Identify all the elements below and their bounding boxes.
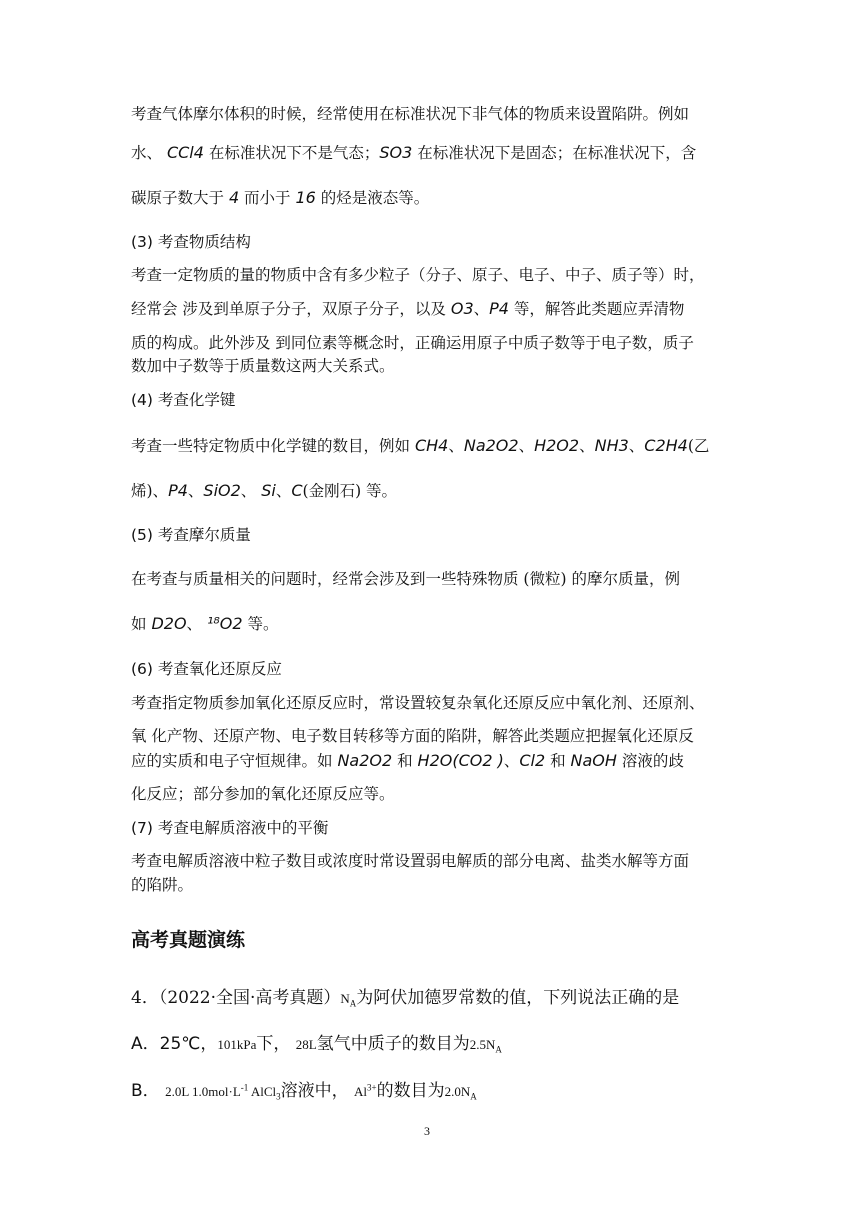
text-segment: 考查一定物质的量的物质中含有多少粒子（分子、原子、电子、中子、质子等）时， [131,266,705,284]
chemical-formula: P4 [168,481,188,500]
text-segment: 、 [448,437,464,455]
text-segment: 考查氧化还原反应 [152,660,282,678]
text-line [131,265,705,285]
text-segment: 考查气体摩尔体积的时候，经常使用在标准状况下非气体的物质来设置陷阱。例如 [131,105,690,123]
text-segment: (4) [131,391,153,409]
text-segment: 如 [131,615,152,633]
chemical-formula: Si [261,481,276,500]
option-a: A．25℃，101kPa下， 28L氢气中质子的数目为$2.5N_A$ [131,1034,502,1055]
text-segment: 的陷阱。 [131,876,194,894]
text-line [131,299,684,319]
text-segment: 溶液的歧 [616,752,684,770]
text-line [131,390,235,410]
chemical-formula: NaOH [570,751,617,770]
text-segment: 考查一些特定物质中化学键的数目，例如 [131,437,415,455]
chemical-formula: O3 [450,299,474,318]
text-segment: (3) [131,233,153,251]
text-segment: 等。 [242,615,279,633]
chemical-formula: C [291,481,303,500]
chemical-formula: 4 [228,188,240,207]
chemical-formula: P4 [489,299,509,318]
text-line [131,143,696,163]
text-line [131,188,429,208]
text-segment: 质的构成。此外涉及 到同位素等概念时，正确运用原子中质子数等于电子数，质子 [131,334,694,352]
chemical-formula: C2H4 [644,436,688,455]
text-segment: 考查物质结构 [152,233,251,251]
text-line [131,693,705,713]
question-number: 4． [131,988,159,1008]
text-line [131,614,279,634]
text-segment: (6) [131,660,153,678]
text-segment: 、 [187,482,204,500]
na-symbol: $N_A$ [340,991,357,1009]
question-text: 为阿伏加德罗常数的值，下列说法正确的是 [356,988,680,1008]
question-stem [131,987,679,1010]
text-segment: 烯)、 [131,482,169,500]
chemical-formula: H2O2 [534,436,580,455]
text-line [131,726,694,746]
section-heading: 高考真题演练 [131,929,246,951]
text-segment: 、 [473,300,490,318]
page-number: 3 [424,1124,430,1138]
chemical-formula: SiO2 [203,481,241,500]
text-line [131,481,397,501]
text-segment: 、 [240,482,262,500]
text-segment: 和 [392,752,418,770]
text-segment: 化反应；部分参加的氧化还原反应等。 [131,785,395,803]
chemical-formula: CH4 [414,436,449,455]
chemical-formula: D2O [151,614,187,633]
text-segment: 在考查与质量相关的问题时，经常会涉及到一些特殊物质 (微粒) 的摩尔质量，例 [131,570,680,588]
text-segment: 等，解答此类题应弄清物 [508,300,685,318]
chemical-formula: CCl4 [166,143,204,162]
text-line [131,569,680,589]
text-segment: 在标准状况下不是气态； [203,144,380,162]
text-segment: 水、 [131,144,167,162]
text-segment: (7) [131,819,153,837]
text-segment: (5) [131,526,153,544]
text-segment: 、 [186,615,207,633]
question-source: （2022·全国·高考真题） [158,988,341,1008]
chemical-formula: Na2O2 [463,436,519,455]
text-segment: 考查化学键 [152,391,236,409]
text-segment: 考查电解质溶液中粒子数目或浓度时常设置弱电解质的部分电离、盐类水解等方面 [131,852,690,870]
chemical-formula: SO3 [379,143,413,162]
text-segment: 的烃是液态等。 [315,189,430,207]
text-line [131,784,395,804]
text-line [131,436,709,456]
chemical-formula: 16 [295,188,316,207]
text-line [131,818,328,838]
text-segment: 在标准状况下是固态；在标准状况下，含 [412,144,697,162]
text-line [131,875,193,895]
text-segment: 、 [275,482,292,500]
option-b: B． 2.0L $1.0mol\cdot L^{-1}$ AlCl$_3$溶液中， $Al^{3+}$的数目为$2.0N_A$ [131,1081,477,1102]
chemical-formula: H2O(CO2 ) [417,751,504,770]
text-segment: 考查指定物质参加氧化还原反应时，常设置较复杂氧化还原反应中氧化剂、还原剂、 [131,694,705,712]
text-line [131,232,251,252]
chemical-formula: Cl2 [519,751,546,770]
text-line [131,751,684,771]
text-segment: 、 [628,437,645,455]
text-segment: 考查电解质溶液中的平衡 [152,819,329,837]
text-line [131,851,689,871]
text-segment: 氧 化产物、还原产物、电子数目转移等方面的陷阱，解答此类题应把握氧化还原反 [131,727,694,745]
text-segment: 而小于 [239,189,296,207]
text-segment: (金刚石) 等。 [302,482,398,500]
text-segment: 、 [579,437,595,455]
text-segment: 经常会 涉及到单原子分子，双原子分子，以及 [131,300,451,318]
text-segment: 考查摩尔质量 [152,526,251,544]
chemical-formula: ¹⁸O2 [206,614,243,633]
text-segment: (乙 [687,437,710,455]
text-segment: 数加中子数等于质量数这两大关系式。 [131,357,395,375]
text-line [131,104,689,124]
chemical-formula: Na2O2 [337,751,393,770]
text-line [131,659,282,679]
text-segment: 、 [503,752,520,770]
text-line [131,333,694,353]
text-segment: 和 [545,752,571,770]
text-line [131,356,395,376]
text-segment: 碳原子数大于 [131,189,229,207]
text-line [131,525,251,545]
chemical-formula: NH3 [594,436,629,455]
text-segment: 、 [518,437,535,455]
text-segment: 应的实质和电子守恒规律。如 [131,752,338,770]
